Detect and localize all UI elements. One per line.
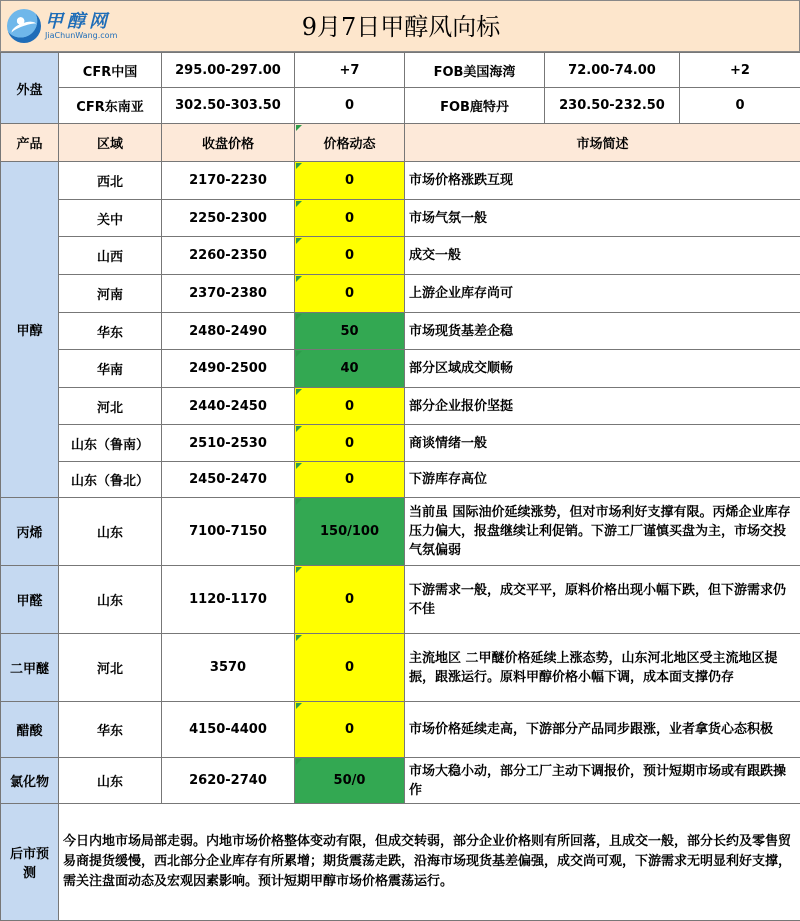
derivatives-section	[1, 498, 800, 804]
logo-text: 甲醇网	[45, 7, 111, 33]
outer-cell: 295.00-297.00	[162, 53, 295, 88]
price-cell: 2370-2380	[162, 275, 295, 313]
product-cell: 二甲醚	[1, 634, 59, 702]
forecast-text: 今日内地市场局部走弱。内地市场价格整体变动有限，但成交转弱，部分企业价格则有所回落，且成交一般，部分长约及零售贸易商提货缓慢，西北部分企业库存有所累增；期货震荡走跌，沿海市场现货基差偏强，成交尚可观，下游需求无明显利好支撑，需关注盘面动态及宏观因素影响。预计短期甲醇市场价格震荡运行。	[59, 804, 800, 921]
outer-market-row	[1, 53, 800, 88]
outer-cell: +2	[680, 53, 800, 88]
change-cell: 50	[295, 313, 405, 350]
methanol-row	[1, 388, 800, 425]
forecast-label: 后市预测	[1, 804, 59, 921]
price-cell: 2510-2530	[162, 425, 295, 462]
outer-market-row	[1, 88, 800, 124]
price-cell: 2250-2300	[162, 200, 295, 237]
column-header-summary: 市场简述	[405, 124, 800, 162]
region-cell: 河北	[59, 634, 162, 702]
product-cell: 甲醛	[1, 566, 59, 634]
outer-cell: 302.50-303.50	[162, 88, 295, 124]
methanol-row	[1, 275, 800, 313]
price-cell: 2450-2470	[162, 462, 295, 498]
price-cell: 2620-2740	[162, 758, 295, 804]
product-cell: 甲醇	[1, 162, 59, 498]
price-table	[0, 123, 800, 921]
summary-cell: 成交一般	[405, 237, 800, 275]
summary-cell: 下游需求一般，成交平平，原料价格出现小幅下跌，但下游需求仍不佳	[405, 566, 800, 634]
price-cell: 2490-2500	[162, 350, 295, 388]
region-cell: 山东	[59, 566, 162, 634]
region-cell: 山西	[59, 237, 162, 275]
region-cell: 华东	[59, 313, 162, 350]
derivative-row	[1, 758, 800, 804]
change-cell: 0	[295, 566, 405, 634]
logo-domain: JiaChunWang.com	[45, 31, 117, 40]
region-cell: 河北	[59, 388, 162, 425]
summary-cell: 部分企业报价坚挺	[405, 388, 800, 425]
outer-cell: CFR东南亚	[59, 88, 162, 124]
methanol-section	[1, 162, 800, 498]
summary-cell: 当前虽 国际油价延续涨势，但对市场利好支撑有限。丙烯企业库存压力偏大，报盘继续让利促销。下游工厂谨慎买盘为主，市场交投气氛偏弱	[405, 498, 800, 566]
outer-market-label: 外盘	[1, 53, 59, 124]
price-cell: 2440-2450	[162, 388, 295, 425]
change-cell: 0	[295, 237, 405, 275]
summary-cell: 商谈情绪一般	[405, 425, 800, 462]
change-cell: 0	[295, 200, 405, 237]
price-cell: 7100-7150	[162, 498, 295, 566]
methanol-row	[1, 200, 800, 237]
forecast-row	[1, 804, 800, 921]
outer-cell: CFR中国	[59, 53, 162, 88]
region-cell: 山东（鲁北）	[59, 462, 162, 498]
price-cell: 4150-4400	[162, 702, 295, 758]
price-cell: 2260-2350	[162, 237, 295, 275]
methanol-row	[1, 313, 800, 350]
summary-cell: 上游企业库存尚可	[405, 275, 800, 313]
change-cell: 0	[295, 388, 405, 425]
methanol-row	[1, 237, 800, 275]
product-cell: 氯化物	[1, 758, 59, 804]
page-title: 9月7日甲醇风向标	[1, 1, 800, 53]
methanol-row	[1, 162, 800, 200]
outer-cell: 72.00-74.00	[545, 53, 680, 88]
derivative-row	[1, 498, 800, 566]
summary-cell: 市场现货基差企稳	[405, 313, 800, 350]
outer-cell: FOB鹿特丹	[405, 88, 545, 124]
outer-cell: 0	[295, 88, 405, 124]
region-cell: 关中	[59, 200, 162, 237]
column-header-region: 区域	[59, 124, 162, 162]
summary-cell: 市场大稳小动，部分工厂主动下调报价，预计短期市场或有跟跌操作	[405, 758, 800, 804]
outer-market-table	[0, 52, 800, 124]
outer-cell: +7	[295, 53, 405, 88]
methanol-row	[1, 350, 800, 388]
change-cell: 0	[295, 702, 405, 758]
change-cell: 0	[295, 462, 405, 498]
derivative-row	[1, 702, 800, 758]
region-cell: 西北	[59, 162, 162, 200]
summary-cell: 市场价格延续走高，下游部分产品同步跟涨，业者拿货心态积极	[405, 702, 800, 758]
price-cell: 1120-1170	[162, 566, 295, 634]
methanol-row	[1, 425, 800, 462]
region-cell: 山东	[59, 758, 162, 804]
change-cell: 0	[295, 634, 405, 702]
summary-cell: 部分区域成交顺畅	[405, 350, 800, 388]
outer-cell: FOB美国海湾	[405, 53, 545, 88]
region-cell: 山东（鲁南）	[59, 425, 162, 462]
change-cell: 50/0	[295, 758, 405, 804]
column-header-price-change: 价格动态	[295, 124, 405, 162]
product-cell: 醋酸	[1, 702, 59, 758]
column-header-product: 产品	[1, 124, 59, 162]
region-cell: 华东	[59, 702, 162, 758]
product-cell: 丙烯	[1, 498, 59, 566]
outer-cell: 230.50-232.50	[545, 88, 680, 124]
outer-cell: 0	[680, 88, 800, 124]
change-cell: 150/100	[295, 498, 405, 566]
summary-cell: 市场价格涨跌互现	[405, 162, 800, 200]
region-cell: 河南	[59, 275, 162, 313]
report-header	[0, 0, 800, 52]
derivative-row	[1, 566, 800, 634]
summary-cell: 下游库存高位	[405, 462, 800, 498]
change-cell: 40	[295, 350, 405, 388]
change-cell: 0	[295, 425, 405, 462]
change-cell: 0	[295, 275, 405, 313]
region-cell: 山东	[59, 498, 162, 566]
region-cell: 华南	[59, 350, 162, 388]
change-cell: 0	[295, 162, 405, 200]
derivative-row	[1, 634, 800, 702]
column-header-close-price: 收盘价格	[162, 124, 295, 162]
price-cell: 2170-2230	[162, 162, 295, 200]
summary-cell: 主流地区 二甲醚价格延续上涨态势，山东河北地区受主流地区提振，跟涨运行。原料甲醇价格小幅下调，成本面支撑仍存	[405, 634, 800, 702]
table-header-row	[1, 124, 800, 162]
summary-cell: 市场气氛一般	[405, 200, 800, 237]
methanol-row	[1, 462, 800, 498]
price-cell: 2480-2490	[162, 313, 295, 350]
price-cell: 3570	[162, 634, 295, 702]
